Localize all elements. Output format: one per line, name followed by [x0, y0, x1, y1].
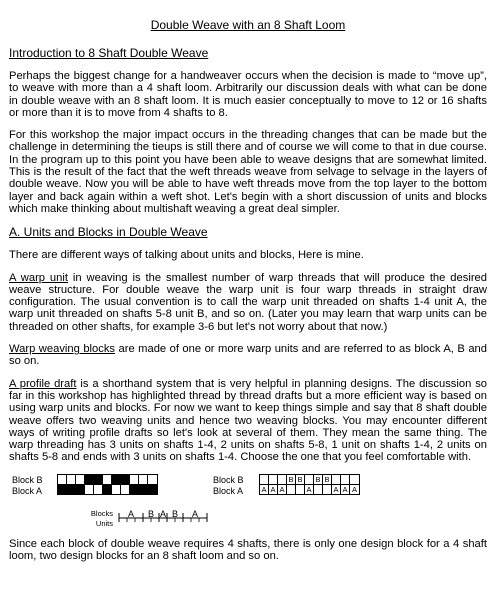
- draft-cell: B: [314, 475, 323, 484]
- warp-unit-text: in weaving is the smallest number of warp threads that will produce the desired weave structure. For double weave the warp unit is four warp threads in straight draw configuration. The usual convention is to call the warp unit threaded on shafts 1-4 unit A, the warp unit threaded on shafts 5-8 unit B, and so on. (Later you may learn that warp units can be threaded on other shafts, for example 3-6 but let's not worry about that now.): [9, 271, 487, 333]
- draft-cell: [67, 485, 76, 494]
- draft3-units-label: Units: [95, 518, 113, 528]
- draft2-row-a: [259, 484, 360, 495]
- draft-cell: [287, 485, 296, 494]
- draft-cell: [103, 475, 112, 484]
- warp-unit-paragraph: [9, 272, 487, 333]
- warp-blocks-term: Warp weaving blocks: [9, 343, 116, 356]
- draft-cell: [296, 485, 305, 494]
- draft-cell: B: [323, 475, 332, 484]
- warp-unit-term: A warp unit: [9, 271, 68, 284]
- closing-paragraph: Since each block of double weave requires 4 shafts, there is only one design block for a 4 shaft loom, two design blocks for an 8 shaft loom and so on.: [9, 537, 487, 563]
- draft3-block-letter: B: [171, 508, 179, 519]
- draft-cell: A: [269, 485, 278, 494]
- draft-cell: [148, 485, 157, 494]
- draft2-block-b-label: Block B: [213, 474, 244, 485]
- draft-cell: [148, 475, 157, 484]
- draft-cell: A: [278, 485, 287, 494]
- draft-cell: B: [287, 475, 296, 484]
- draft1-block-b-label: Block B: [12, 474, 43, 485]
- draft-cell: A: [351, 484, 357, 494]
- document-title: Double Weave with an 8 Shaft Loom: [150, 18, 346, 32]
- intro-heading: Introduction to 8 Shaft Double Weave: [9, 46, 209, 60]
- draft-cell: [314, 485, 323, 494]
- draft3-diagram: [87, 507, 237, 535]
- profile-draft-filled: [9, 474, 169, 498]
- draft-cell: [341, 475, 350, 484]
- draft-cell: [305, 475, 314, 484]
- draft-cell: [103, 485, 112, 494]
- draft-cell: [85, 485, 94, 494]
- draft-cell: [112, 475, 121, 484]
- draft-cell: [260, 475, 269, 484]
- draft-cell: [139, 475, 148, 484]
- draft3-block-letter: A: [127, 508, 135, 519]
- draft1-row-a: [57, 484, 158, 495]
- section-a-heading: A. Units and Blocks in Double Weave: [9, 225, 208, 240]
- draft-cell: [130, 475, 139, 484]
- draft-cell: [112, 485, 121, 494]
- draft3-block-letter: A: [191, 508, 199, 519]
- draft-cell: [58, 475, 67, 484]
- draft1-block-a-label: Block A: [12, 485, 43, 496]
- draft-cell: [94, 475, 103, 484]
- intro-paragraph-2: For this workshop the major impact occurs in the threading changes that can be made but the challenge in determining the tieups is still there and of course we will come to that in due course. In the program up to this point you have been able to weave designs that are somewhat limited. This is the result of the fact that the weft threads weave from selvage to selvage in the layers of double weave. Now you will be able to have weft threads move from the top layer to the bottom layer and back again within a weft shot. Let's begin with a short discussion of units and blocks which make thinking about multishaft weaving a great deal simpler.: [9, 129, 487, 215]
- intro-paragraph-1: Perhaps the biggest change for a handweaver occurs when the decision is made to “move up”, to weave with more than a 4 shaft loom. Arbitrarily our discussion deals with what can be done in double weave with an 8 shaft loom. It is much easier conceptually to move to 12 or 16 shafts or more than it is to move from 4 shafts to 8.: [9, 70, 487, 119]
- draft-cell: A: [305, 485, 314, 494]
- draft-cell: [269, 475, 278, 484]
- draft-cell: [350, 475, 359, 484]
- warp-blocks-paragraph: [9, 343, 487, 368]
- draft-cell: [121, 475, 130, 484]
- draft-cell: [332, 475, 341, 484]
- profile-draft-lettered: [211, 474, 371, 498]
- draft-cell: [121, 485, 130, 494]
- profile-draft-term: A profile draft: [9, 377, 77, 390]
- draft-cell: [58, 485, 67, 494]
- draft-cell: [76, 475, 85, 484]
- draft-cell: A: [341, 485, 350, 494]
- draft-cell: A: [332, 485, 341, 494]
- draft-cell: [76, 485, 85, 494]
- profile-draft-line: [87, 507, 237, 535]
- draft2-block-a-label: Block A: [213, 485, 244, 496]
- draft-cell: B: [296, 475, 305, 484]
- draft-cell: [67, 475, 76, 484]
- draft-cell: [278, 475, 287, 484]
- draft-cell: [94, 485, 103, 494]
- draft3-block-letter: A: [159, 508, 167, 519]
- draft-cell: [85, 475, 94, 484]
- profile-draft-figures: [9, 474, 487, 536]
- draft-cell: A: [260, 485, 269, 494]
- document-page: [9, 12, 487, 572]
- draft3-blocks-label: Blocks: [90, 508, 113, 518]
- draft-cell: [139, 485, 148, 494]
- profile-draft-paragraph: [9, 378, 487, 464]
- warp-blocks-text: are made of one or more warp units and are referred to as block A, B and so on.: [9, 343, 487, 368]
- draft-cell: [130, 485, 139, 494]
- units-intro-paragraph: There are different ways of talking about units and blocks, Here is mine.: [9, 249, 364, 262]
- profile-draft-text: is a shorthand system that is very helpful in planning designs. The discussion so far in this workshop has highlighted thread by thread drafts but a more efficient way is based on using warp units and blocks. For now we want to keep things simple and say that 8 shaft double weave offers two weaving units and hence two weaving blocks. You may encounter different ways of writing profile drafts so let's look at several of them. They mean the same thing. The warp threading has 3 units on shafts 1-4, 2 units on shafts 5-8, 1 unit on shafts 1-4, 2 units on shafts 5-8 and ends with 3 units on shafts 1-4. Choose the one that you feel comfortable with.: [9, 377, 488, 464]
- draft3-block-letter: B: [147, 508, 155, 519]
- draft-cell: [323, 485, 332, 494]
